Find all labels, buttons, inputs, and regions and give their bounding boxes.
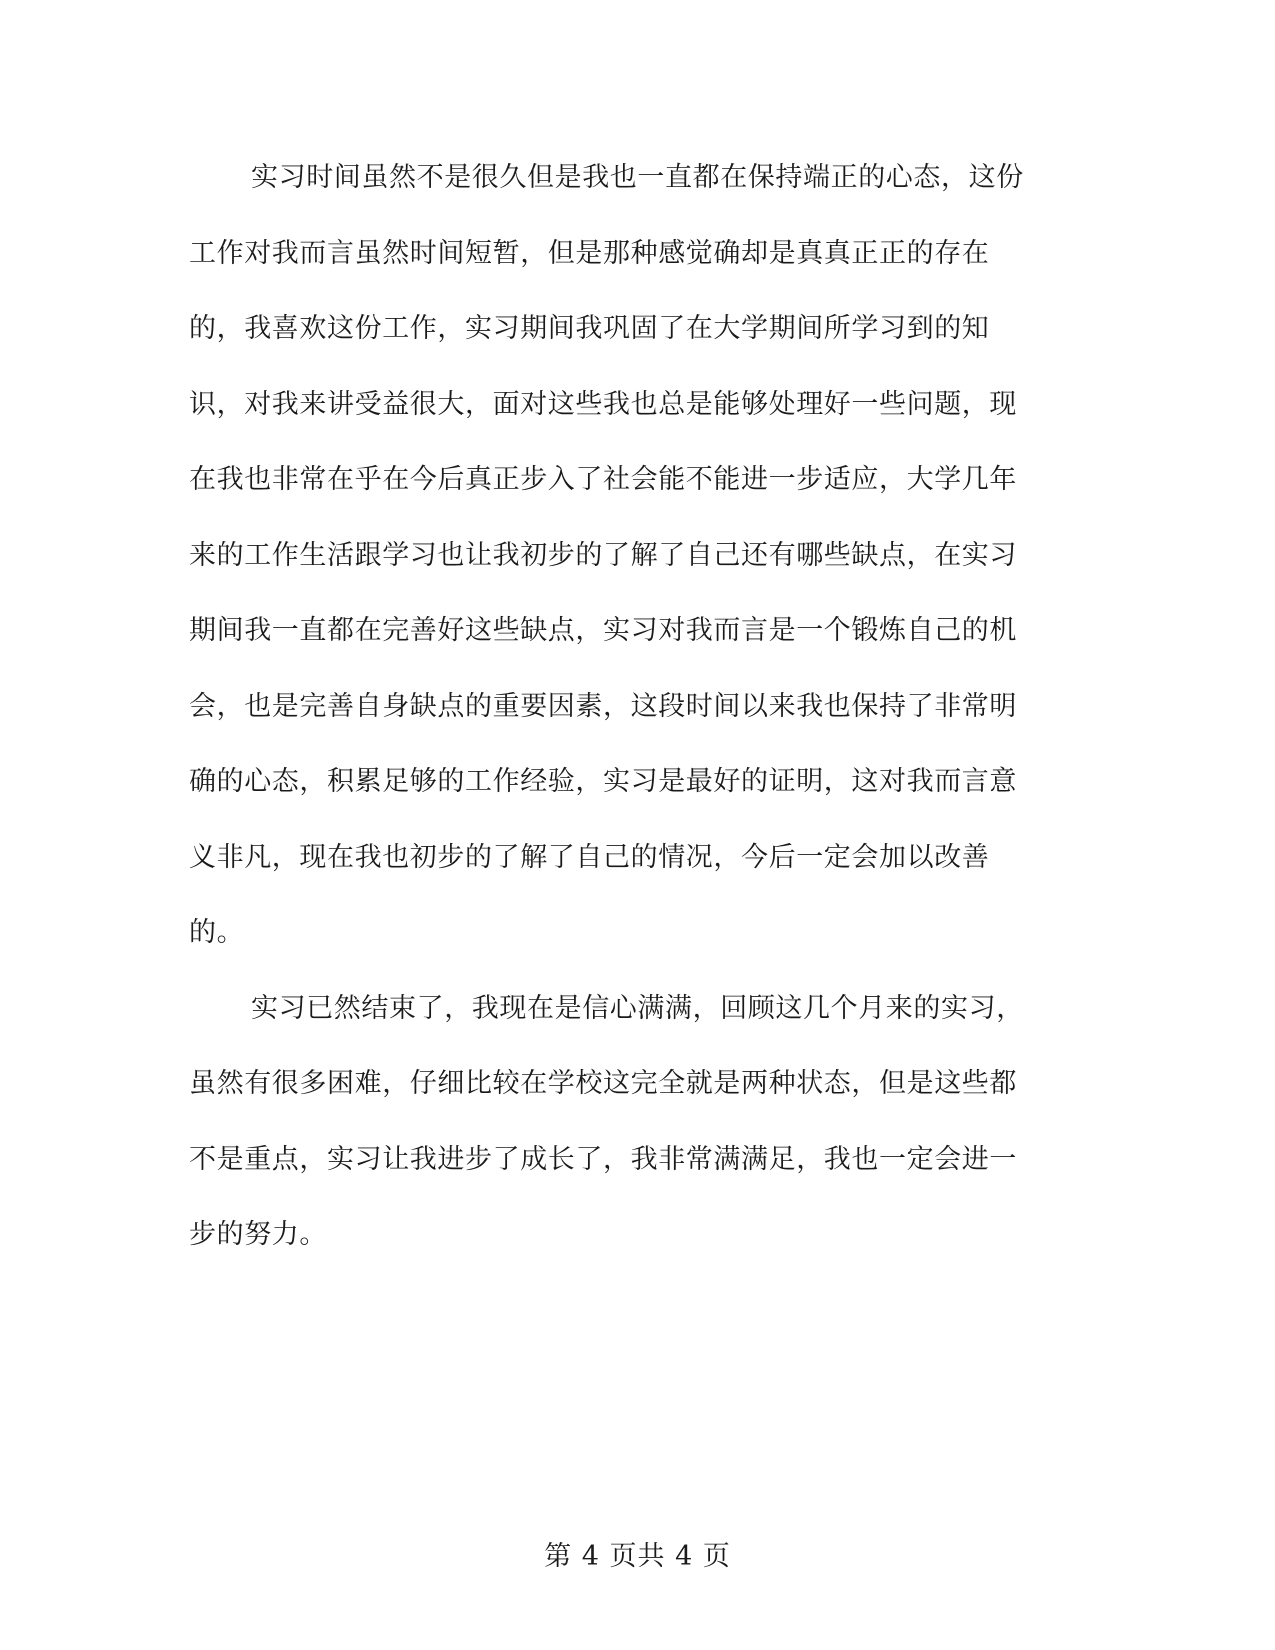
text-line: 不是重点，实习让我进步了成长了，我非常满满足，我也一定会进一 xyxy=(189,1143,1017,1175)
text-line: 识，对我来讲受益很大，面对这些我也总是能够处理好一些问题，现 xyxy=(189,388,1017,420)
text-line: 义非凡，现在我也初步的了解了自己的情况，今后一定会加以改善 xyxy=(189,841,990,873)
text-line: 期间我一直都在完善好这些缺点，实习对我而言是一个锻炼自己的机 xyxy=(189,615,1017,646)
text-line: 确的心态，积累足够的工作经验，实习是最好的证明，这对我而言意 xyxy=(189,766,1017,797)
text-line: 在我也非常在乎在今后真正步入了社会能不能进一步适应，大学几年 xyxy=(189,464,1017,495)
text-line: 会，也是完善自身缺点的重要因素，这段时间以来我也保持了非常明 xyxy=(189,690,1017,722)
page-number-footer: 第 4 页共 4 页 xyxy=(544,1541,731,1572)
text-line: 的，我喜欢这份工作，实习期间我巩固了在大学期间所学习到的知 xyxy=(189,313,990,344)
text-line: 的。 xyxy=(189,917,245,948)
paragraph-2 xyxy=(189,971,1069,1273)
paragraph-1 xyxy=(189,140,1069,971)
text-line: 工作对我而言虽然时间短暂，但是那种感觉确却是真真正正的存在 xyxy=(189,237,990,269)
text-line: 实习已然结束了，我现在是信心满满，回顾这几个月来的实习， xyxy=(251,992,1024,1024)
text-line: 虽然有很多困难，仔细比较在学校这完全就是两种状态，但是这些都 xyxy=(189,1068,1017,1099)
document-body xyxy=(189,140,1069,1273)
text-line: 实习时间虽然不是很久但是我也一直都在保持端正的心态，这份 xyxy=(251,162,1024,193)
text-line: 来的工作生活跟学习也让我初步的了解了自己还有哪些缺点，在实习 xyxy=(189,539,1017,571)
text-line: 步的努力。 xyxy=(189,1219,327,1250)
